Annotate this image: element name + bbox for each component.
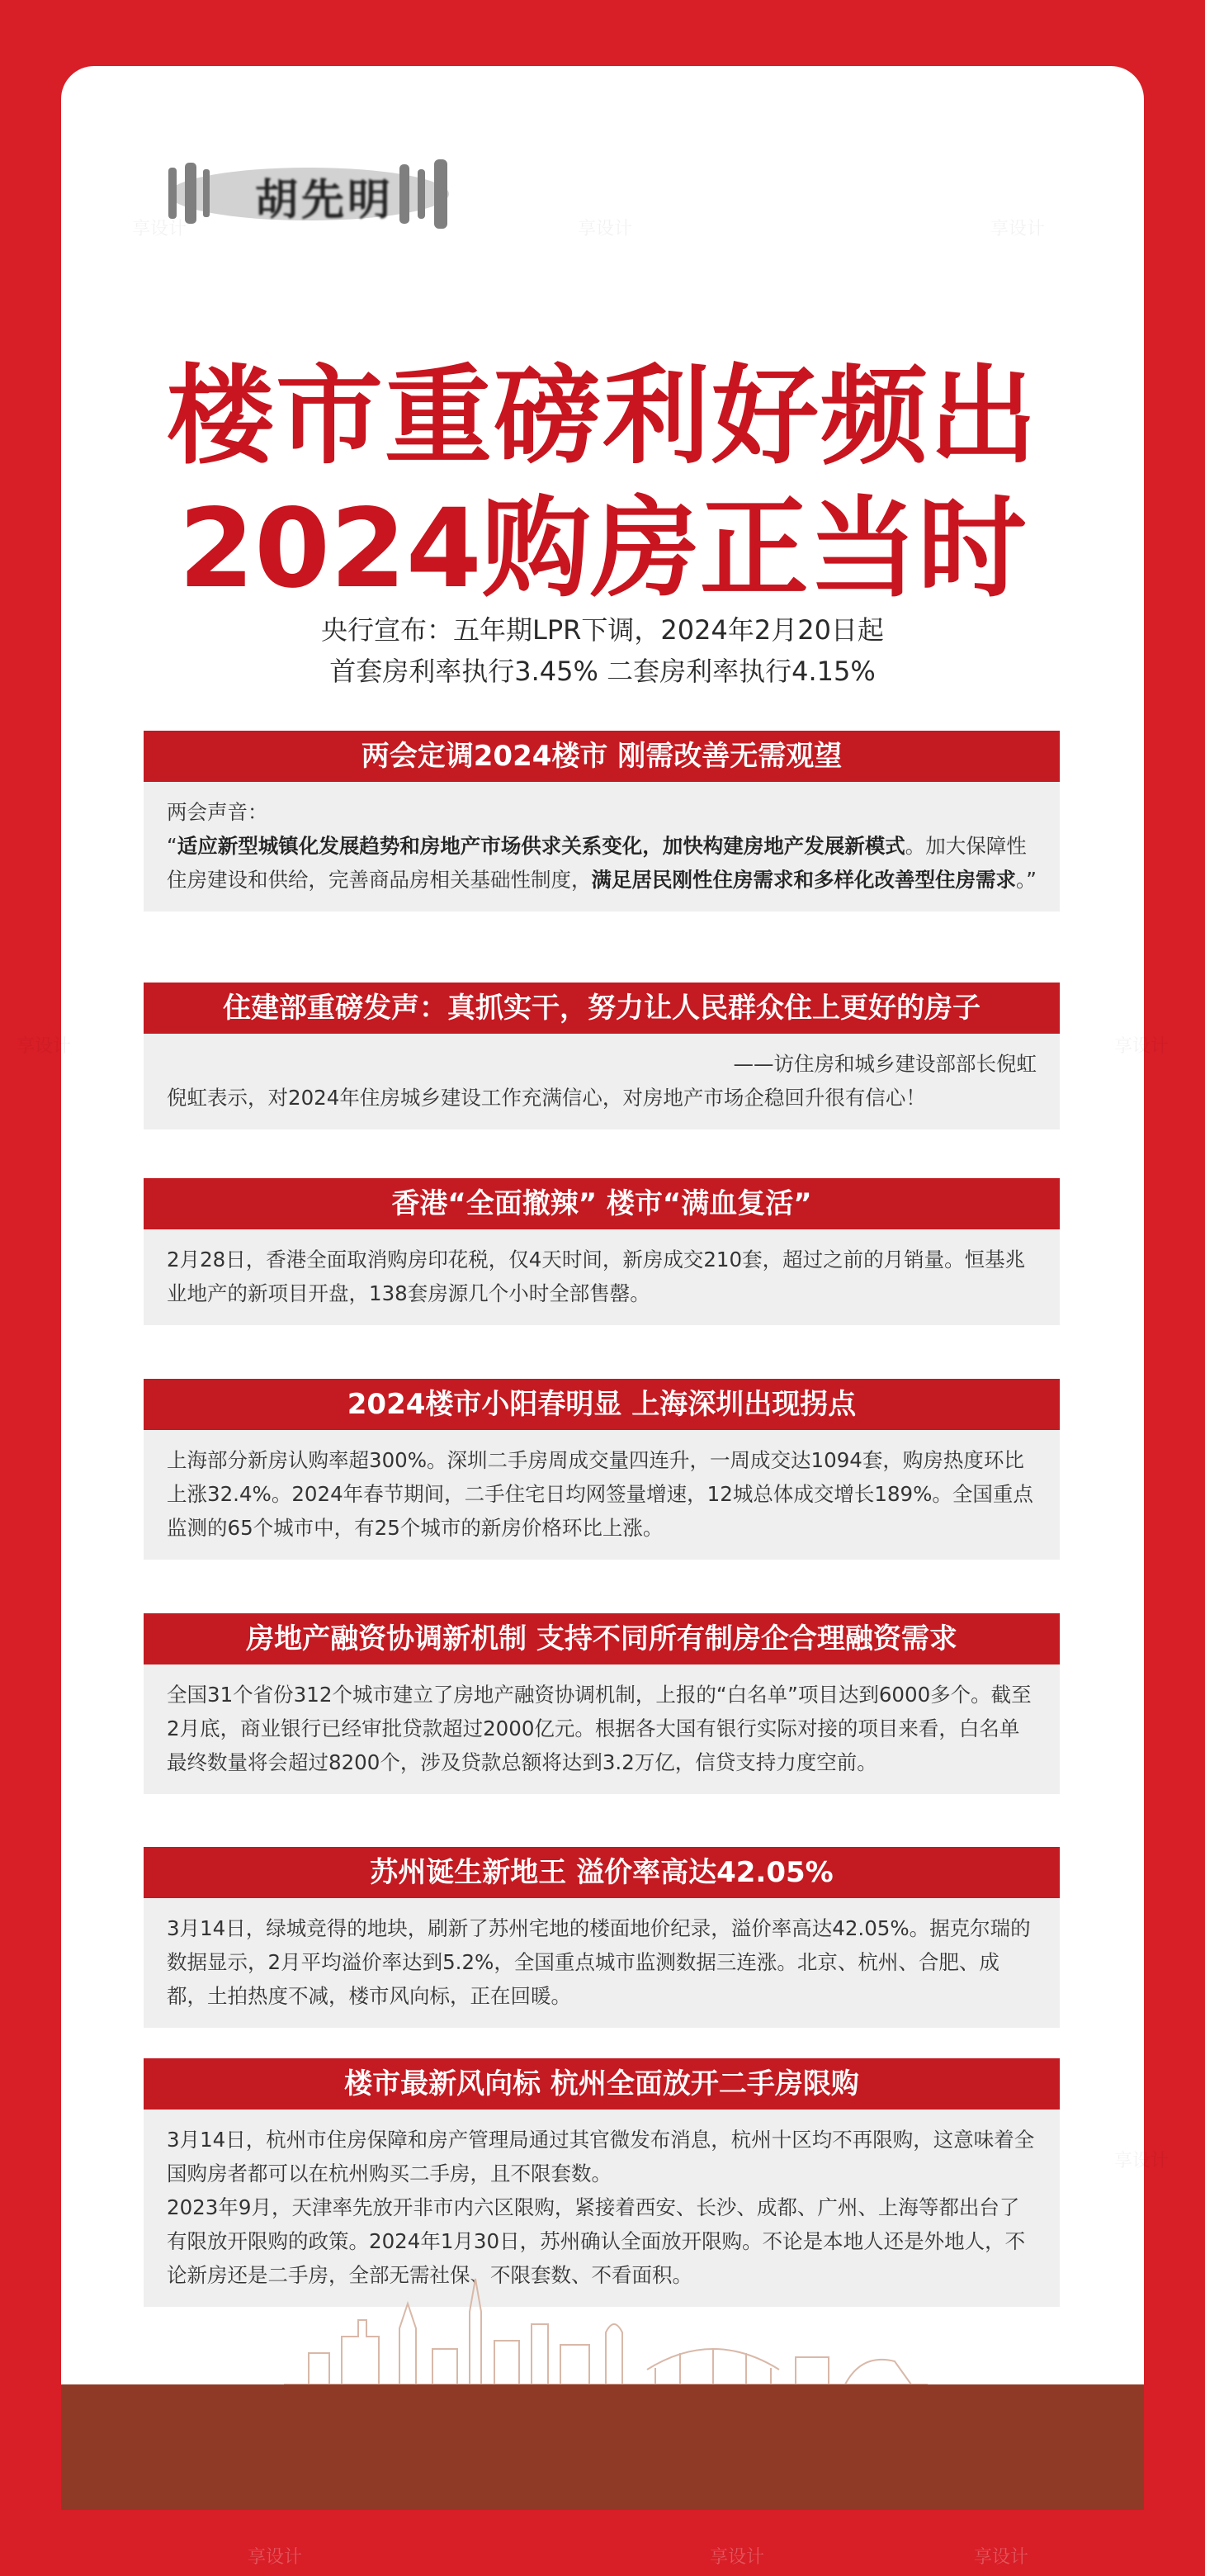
watermark-text: 享设计 (248, 2547, 303, 2568)
section-housing-ministry (144, 983, 1060, 1129)
section-financing-mechanism (144, 1613, 1060, 1794)
section-title: 苏州诞生新地王 溢价率高达42.05% (144, 1847, 1060, 1898)
watermark-text: 享设计 (990, 219, 1046, 239)
footer-band (61, 2384, 1144, 2510)
section-body (144, 1898, 1060, 2028)
section-title: 两会定调2024楼市 刚需改善无需观望 (144, 731, 1060, 782)
section-title: 房地产融资协调新机制 支持不同所有制房企合理融资需求 (144, 1613, 1060, 1664)
section-body (144, 782, 1060, 912)
section-paragraph: 3月14日，绿城竞得的地块，刷新了苏州宅地的楼面地价纪录，溢价率高达42.05%。据克尔瑞的数据显示，2月平均溢价率达到5.2%，全国重点城市监测数据三连涨。北京、杭州、合肥、成都，土拍热度不减，楼市风向标，正在回暖。 (167, 1916, 1031, 2008)
headline-line-1: 楼市重磅利好频出 (166, 353, 1038, 479)
brand-logo (152, 144, 474, 244)
section-paragraph: 全国31个省份312个城市建立了房地产融资协调机制，上报的“白名单”项目达到6000多个。截至2月底，商业银行已经审批贷款超过2000亿元。根据各大国有银行实际对接的项目来看，白名单最终数量将会超过8200个，涉及贷款总额将达到3.2万亿，信贷支持力度空前。 (167, 1683, 1032, 1774)
watermark-text: 享设计 (17, 1036, 72, 1057)
section-body (144, 1229, 1060, 1325)
section-paragraph: “适应新型城镇化发展趋势和房地产市场供求关系变化，加快构建房地产发展新模式。加大保障性住房建设和供给，完善商品房相关基础性制度，满足居民刚性住房需求和多样化改善型住房需求。” (167, 834, 1037, 892)
watermark-text: 享设计 (710, 2547, 765, 2568)
section-body (144, 1664, 1060, 1794)
city-skyline-icon (284, 2271, 928, 2386)
headline-line-2: 2024购房正当时 (178, 485, 1027, 613)
section-suzhou-land (144, 1847, 1060, 2028)
section-label: 两会声音： (167, 800, 268, 824)
section-paragraph: 倪虹表示，对2024年住房城乡建设工作充满信心，对房地产市场企稳回升很有信心！ (167, 1086, 926, 1110)
section-hong-kong (144, 1178, 1060, 1325)
watermark-text: 享设计 (1114, 1036, 1170, 1057)
section-body (144, 1034, 1060, 1129)
watermark-text: 享设计 (132, 219, 187, 239)
section-spring-market (144, 1379, 1060, 1560)
section-title: 2024楼市小阳春明显 上海深圳出现拐点 (144, 1379, 1060, 1430)
watermark-text: 享设计 (578, 219, 633, 239)
watermark-text: 享设计 (1114, 2151, 1170, 2171)
section-body (144, 1430, 1060, 1560)
section-two-sessions (144, 731, 1060, 912)
subtitle-line-1: 央行宣布：五年期LPR下调，2024年2月20日起 (321, 614, 884, 646)
section-paragraph: 3月14日，杭州市住房保障和房产管理局通过其官微发布消息，杭州十区均不再限购，这意味着全国购房者都可以在杭州购买二手房，且不限套数。 (167, 2128, 1035, 2185)
section-title: 香港“全面撤辣” 楼市“满血复活” (144, 1178, 1060, 1229)
section-title: 住建部重磅发声：真抓实干，努力让人民群众住上更好的房子 (144, 983, 1060, 1034)
watermark-text: 享设计 (974, 2547, 1029, 2568)
poster-card (61, 66, 1144, 2510)
subtitle-line-2: 首套房利率执行3.45% 二套房利率执行4.15% (329, 656, 876, 687)
section-hangzhou-policy (144, 2058, 1060, 2307)
section-attribution: ——访住房和城乡建设部部长倪虹 (733, 1052, 1037, 1076)
section-paragraph: 2023年9月，天津率先放开非市内六区限购，紧接着西安、长沙、成都、广州、上海等都出台了有限放开限购的政策。2024年1月30日，苏州确认全面放开限购。不论是本地人还是外地人，不论新房还是二手房，全部无需社保、不限套数、不看面积。 (167, 2195, 1026, 2287)
logo-text: 胡先明 (255, 175, 395, 225)
section-paragraph: 上海部分新房认购率超300%。深圳二手房周成交量四连升，一周成交达1094套，购房热度环比上涨32.4%。2024年春节期间，二手住宅日均网签量增速，12城总体成交增长189%。全国重点监测的65个城市中，有25个城市的新房价格环比上涨。 (167, 1448, 1033, 1540)
section-title: 楼市最新风向标 杭州全面放开二手房限购 (144, 2058, 1060, 2110)
section-paragraph: 2月28日，香港全面取消购房印花税，仅4天时间，新房成交210套，超过之前的月销量。恒基兆业地产的新项目开盘，138套房源几个小时全部售罄。 (167, 1248, 1026, 1305)
